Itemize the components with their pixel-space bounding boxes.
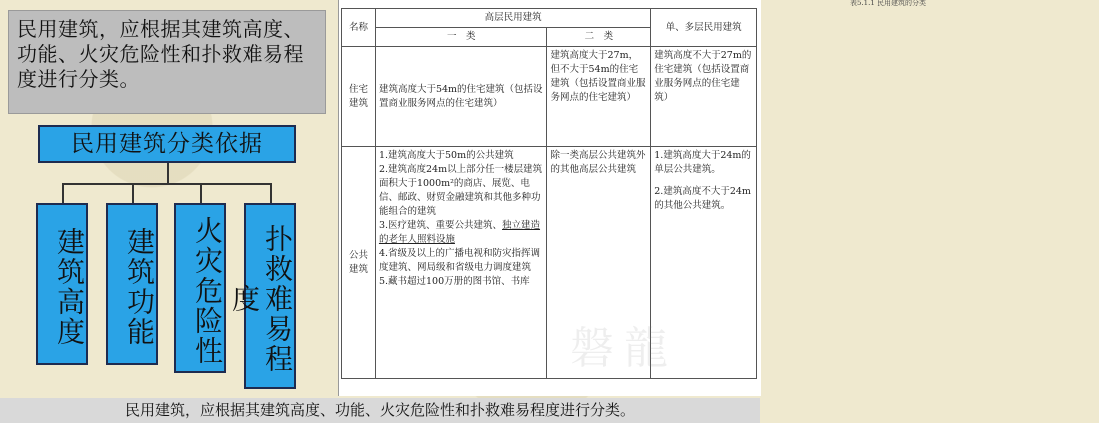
public-class-2: 除一类高层公共建筑外的其他高层公共建筑 [547,147,651,379]
classification-table-panel [338,0,927,396]
footer-caption: 民用建筑，应根据其建筑高度、功能、火灾危险性和扑救难易程度进行分类。 [0,398,760,423]
public-low-rise-item: 2.建筑高度不大于24m的其他公共建筑。 [654,186,751,211]
category-firefighting-difficulty: 扑救难易程度 [244,203,296,389]
row-label-residential: 住宅建筑 [342,47,376,147]
connector-horizontal [62,183,272,185]
header-name: 名称 [342,9,376,47]
connector-drop-2 [132,183,134,203]
header-class-2: 二 类 [547,28,651,47]
residential-class-1: 建筑高度大于54m的住宅建筑（包括设置商业服务网点的住宅建筑） [375,47,547,147]
public-low-rise-item: 1.建筑高度大于24m的单层公共建筑。 [654,150,751,175]
category-building-height: 建筑高度 [36,203,88,365]
public-class-1-item: 5.藏书超过100万册的图书馆、书库 [378,276,530,287]
underlined-elderly-care: 独立建造的老年人照料设施 [378,220,541,245]
connector-drop-1 [62,183,64,203]
connector-vertical-main [167,163,169,184]
public-class-1-item: 1.建筑高度大于50m的公共建筑 [378,150,514,161]
residential-class-2: 建筑高度大于27m，但不大于54m的住宅建筑（包括设置商业服务网点的住宅建筑） [547,47,651,147]
public-class-1 [375,147,547,379]
intro-text-box: 民用建筑，应根据其建筑高度、功能、火灾危险性和扑救难易程度进行分类。 [8,10,326,114]
category-building-function: 建筑功能 [106,203,158,365]
classification-table [341,8,757,379]
public-class-1-item: 2.建筑高度24m以上部分任一楼层建筑面积大于1000m²的商店、展览、电信、邮政、财贸金融建筑和其他多种功能组合的建筑 [378,164,543,217]
header-high-rise: 高层民用建筑 [375,9,650,28]
classification-basis-title: 民用建筑分类依据 [38,125,296,163]
connector-drop-4 [270,183,272,203]
table-caption: 表5.1.1 民用建筑的分类 [849,0,927,7]
category-fire-hazard: 火灾危险性 [174,203,226,373]
watermark-logo: 磐龍 [570,323,678,374]
public-class-1-item: 3.医疗建筑、重要公共建筑、独立建造的老年人照料设施 [378,220,541,245]
residential-low-rise: 建筑高度不大于27m的住宅建筑（包括设置商业服务网点的住宅建筑） [651,47,757,147]
connector-drop-3 [200,183,202,203]
row-label-public: 公共建筑 [342,147,376,379]
public-class-1-item: 4.省级及以上的广播电视和防灾指挥调度建筑、网局级和省级电力调度建筑 [378,248,541,273]
header-class-1: 一 类 [375,28,547,47]
header-low-rise: 单、多层民用建筑 [651,9,757,47]
